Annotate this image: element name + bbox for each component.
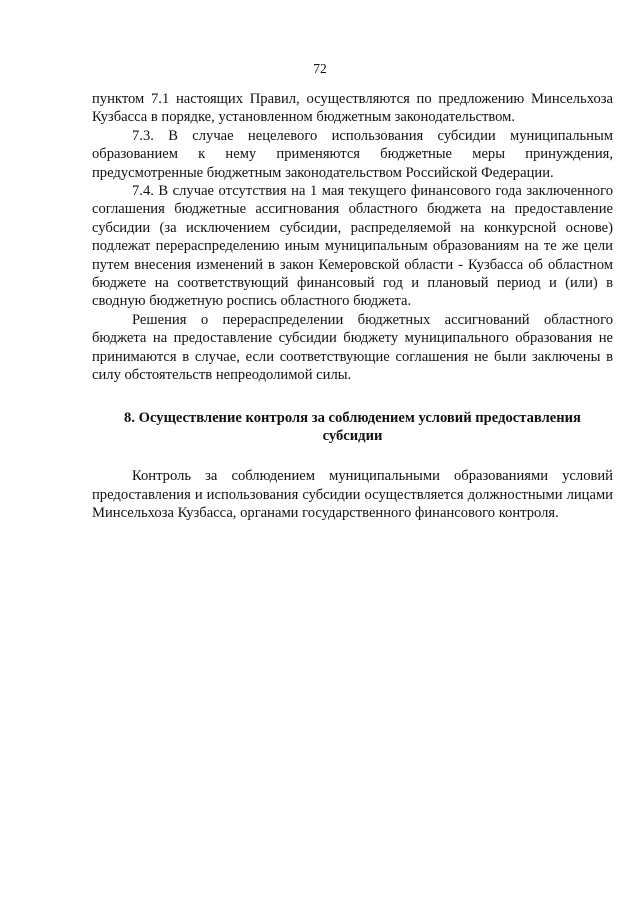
paragraph-7-3: 7.3. В случае нецелевого использования субсидии муниципальным образованием к нему применяются бюджетные меры принуждения, предусмотренные бюджетным законодательством Российской Федерации.	[92, 127, 613, 181]
paragraph-7-4: 7.4. В случае отсутствия на 1 мая текущего финансового года заключенного соглашения бюджетные ассигнования областного бюджета на предоставление субсидии (за исключением субсидии, распределяемой на конкурсной основе) подлежат перераспределению иным муниципальным образованиям на те же цели путем внесения изменений в закон Кемеровской области - Кузбасса об областном бюджете на соответствующий финансовый год и плановый период и (или) в сводную бюджетную роспись областного бюджета.	[92, 183, 613, 310]
page-number: 72	[313, 61, 327, 76]
paragraph-redistribution-decisions: Решения о перераспределении бюджетных ассигнований областного бюджета на предоставление субсидии бюджету муниципального образования не принимаются в случае, если соответствующие соглашения не были заключены в силу обстоятельств непреодолимой силы.	[92, 311, 613, 384]
paragraph-control: Контроль за соблюдением муниципальными образованиями условий предоставления и использования субсидии осуществляется должностными лицами Минсельхоза Кузбасса, органами государственного финансового контроля.	[92, 468, 613, 522]
document-body	[92, 90, 613, 523]
paragraph-continuation: пунктом 7.1 настоящих Правил, осуществляются по предложению Минсельхоза Кузбасса в порядке, установленном бюджетным законодательством.	[92, 91, 613, 126]
section-heading-8: 8. Осуществление контроля за соблюдением условий предоставления субсидии	[124, 409, 581, 444]
